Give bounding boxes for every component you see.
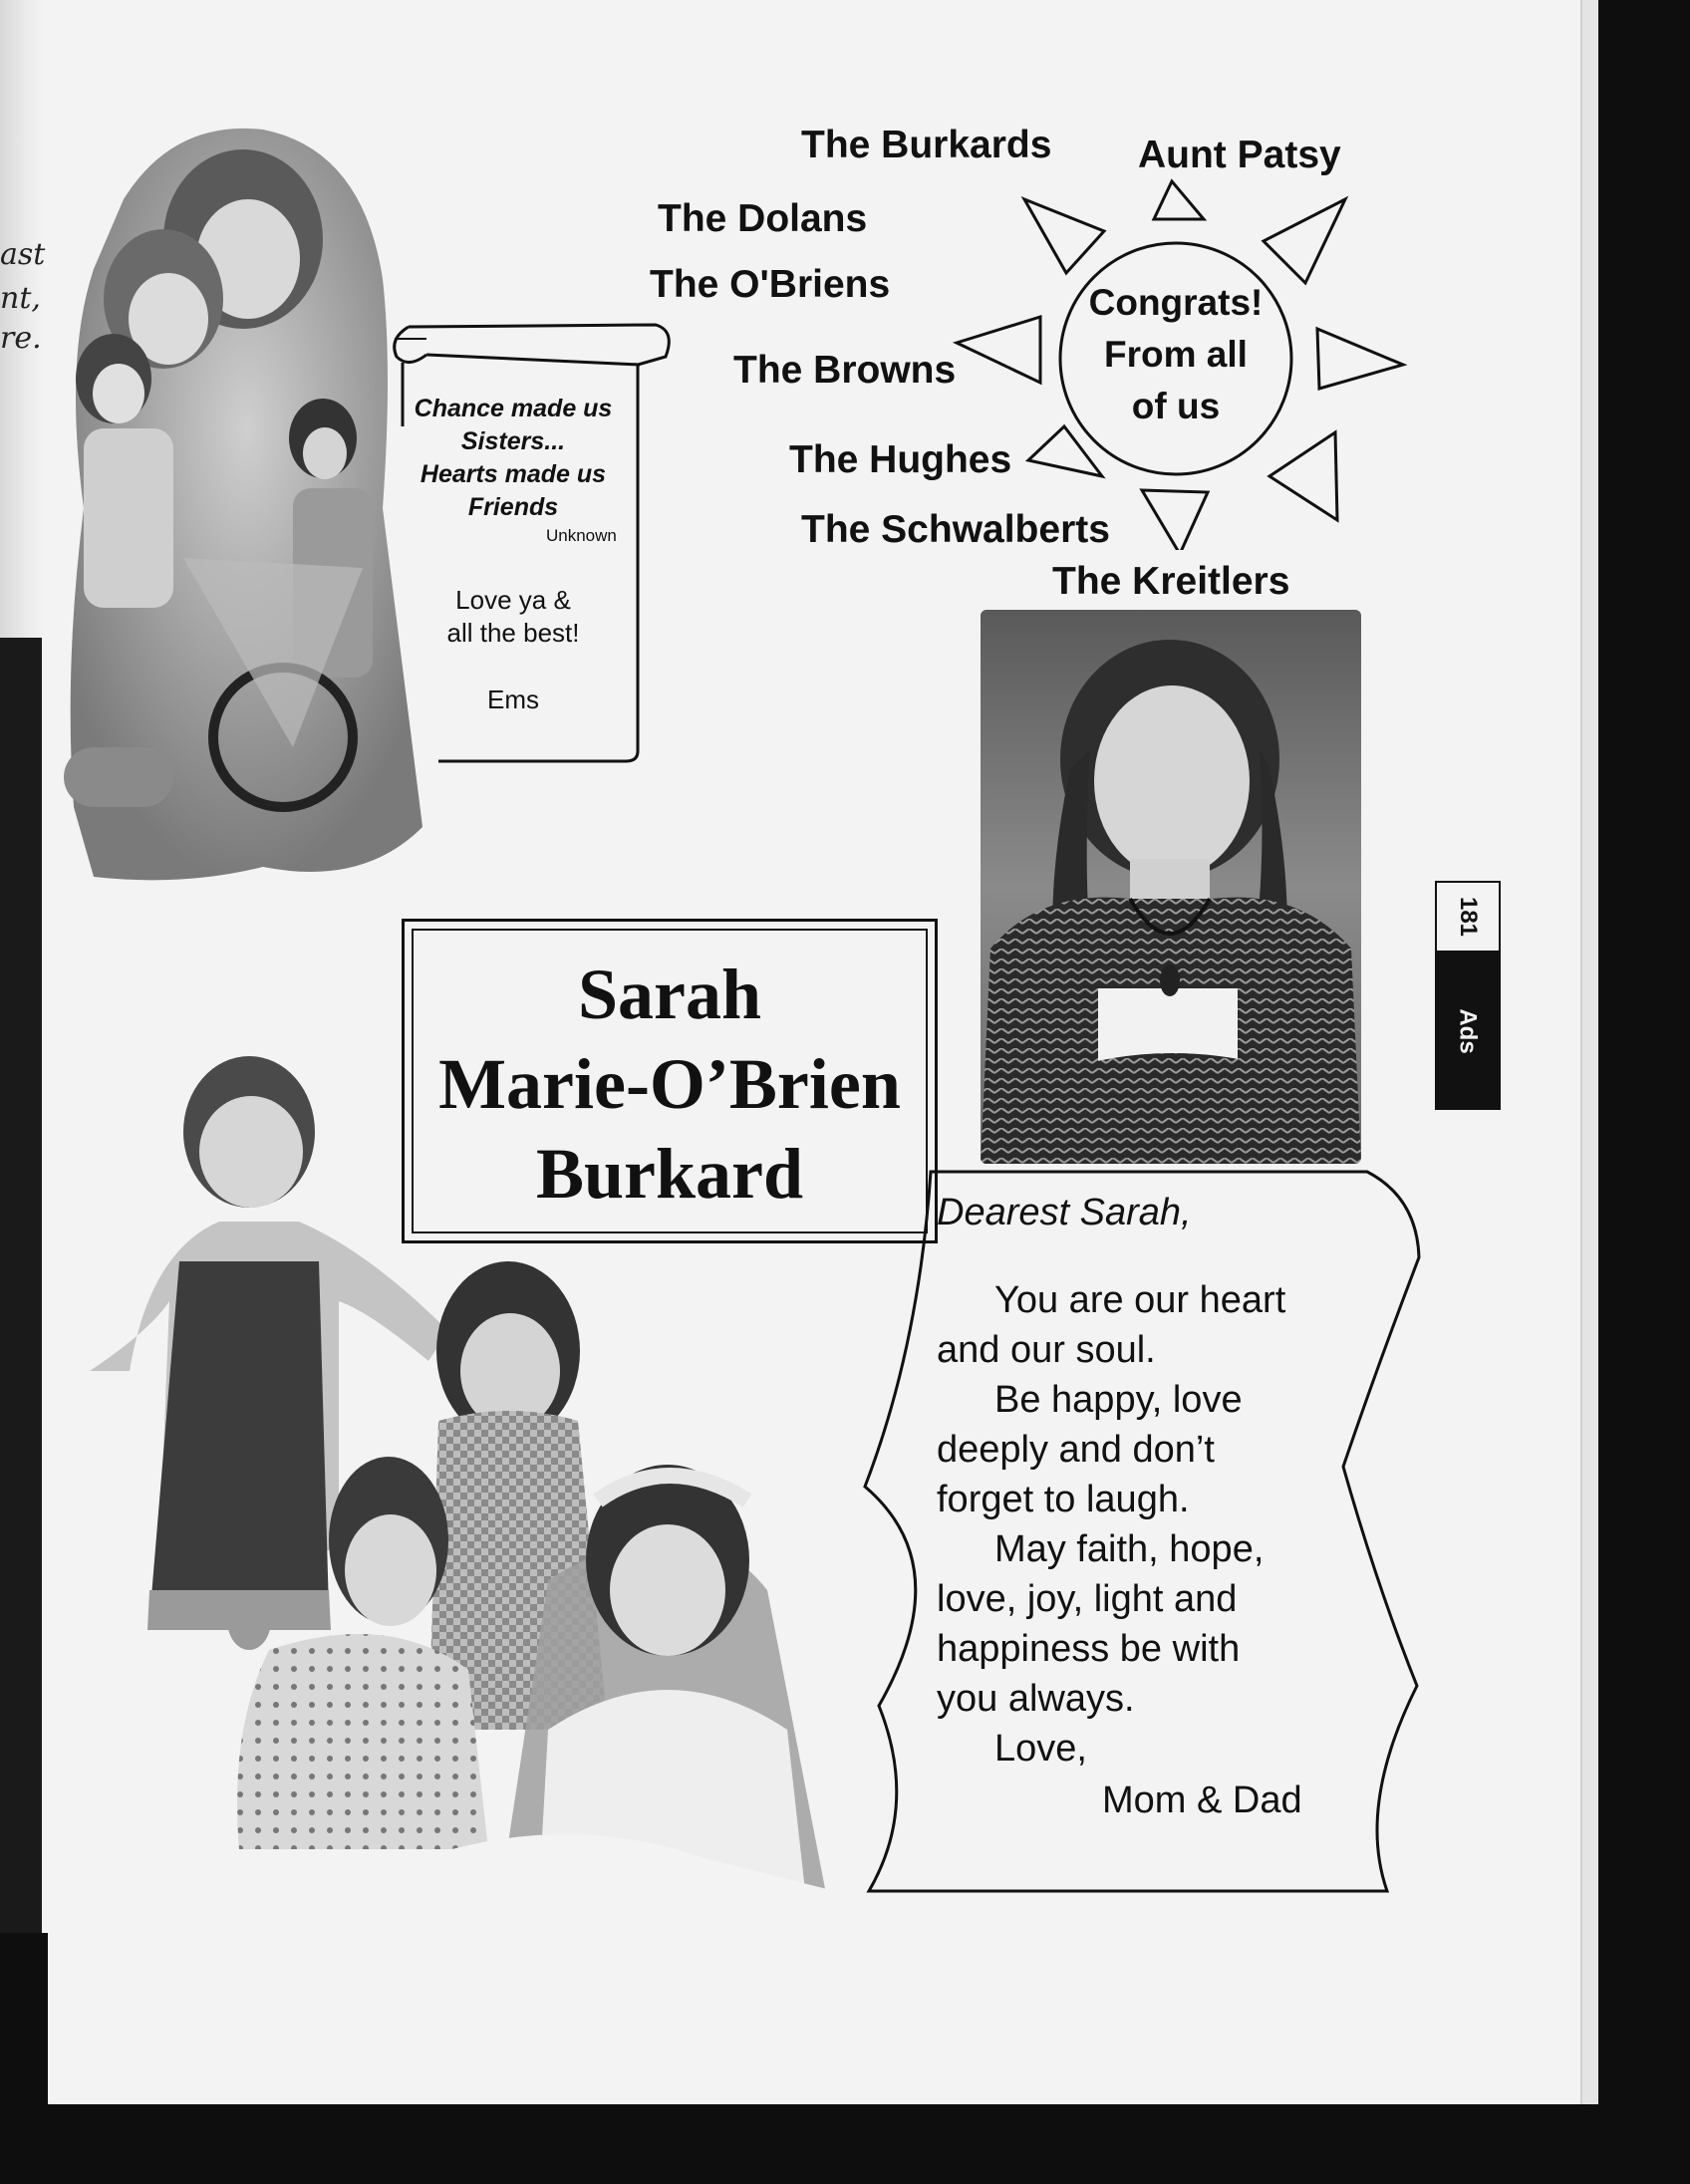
sun-line: From all [1104,334,1248,375]
letter-line: forget to laugh. [937,1479,1190,1520]
sisters-bike-photo [64,110,432,887]
previous-page-text: re. [0,321,42,356]
scroll-message [419,584,608,650]
letter-line: love, joy, light and [937,1578,1238,1620]
page-number-box [1435,881,1501,953]
senior-portrait-photo [981,610,1361,1164]
sun-congrats-text [1078,277,1273,432]
quote-line: Sisters... [460,427,566,455]
message-line: Love ya & [455,585,571,615]
family-name: The Burkards [801,124,1052,166]
letter-line: Be happy, love [994,1379,1243,1421]
previous-page-text: ast [0,237,46,272]
sun-line: Congrats! [1088,282,1264,323]
letter-line: and our soul. [937,1329,1156,1371]
letter-line: happiness be with [937,1628,1241,1670]
letter-signature: Mom & Dad [1102,1779,1302,1821]
family-name: The O'Briens [650,263,891,306]
message-line: all the best! [446,618,580,648]
section-tab [1435,881,1501,1110]
quote-attribution: Unknown [546,526,617,545]
page-number: 181 [1454,896,1482,938]
quote-line: Chance made us [414,395,613,422]
page-edge [1580,0,1598,2104]
name-line: Marie-O’Brien [438,1044,901,1124]
letter-line: deeply and don’t [937,1429,1215,1471]
previous-page-text: nt, [0,281,41,316]
letter-greeting: Dearest Sarah, [937,1192,1192,1233]
previous-page-photo-strip [0,638,42,1933]
family-name: The Schwalberts [801,508,1110,551]
scroll-signature: Ems [487,684,539,714]
family-name: The Hughes [789,438,1012,481]
letter-signoff: Love, [994,1728,1087,1770]
childhood-photo-collage [70,1032,907,1909]
quote-line: Hearts made us [420,460,607,488]
quote-line: Friends [467,493,559,521]
scroll-quote [399,393,628,524]
letter-line: May faith, hope, [994,1528,1265,1570]
name-line: Sarah [577,955,762,1034]
family-name: Aunt Patsy [1138,134,1341,176]
sun-line: of us [1131,386,1221,426]
family-name: The Dolans [658,197,868,240]
name-line: Burkard [535,1134,804,1214]
section-label-box [1435,953,1501,1110]
letter-line: You are our heart [994,1279,1286,1321]
family-name: The Kreitlers [1052,560,1290,603]
letter-line: you always. [937,1678,1135,1720]
section-label: Ads [1455,1008,1482,1054]
family-name: The Browns [733,349,957,392]
